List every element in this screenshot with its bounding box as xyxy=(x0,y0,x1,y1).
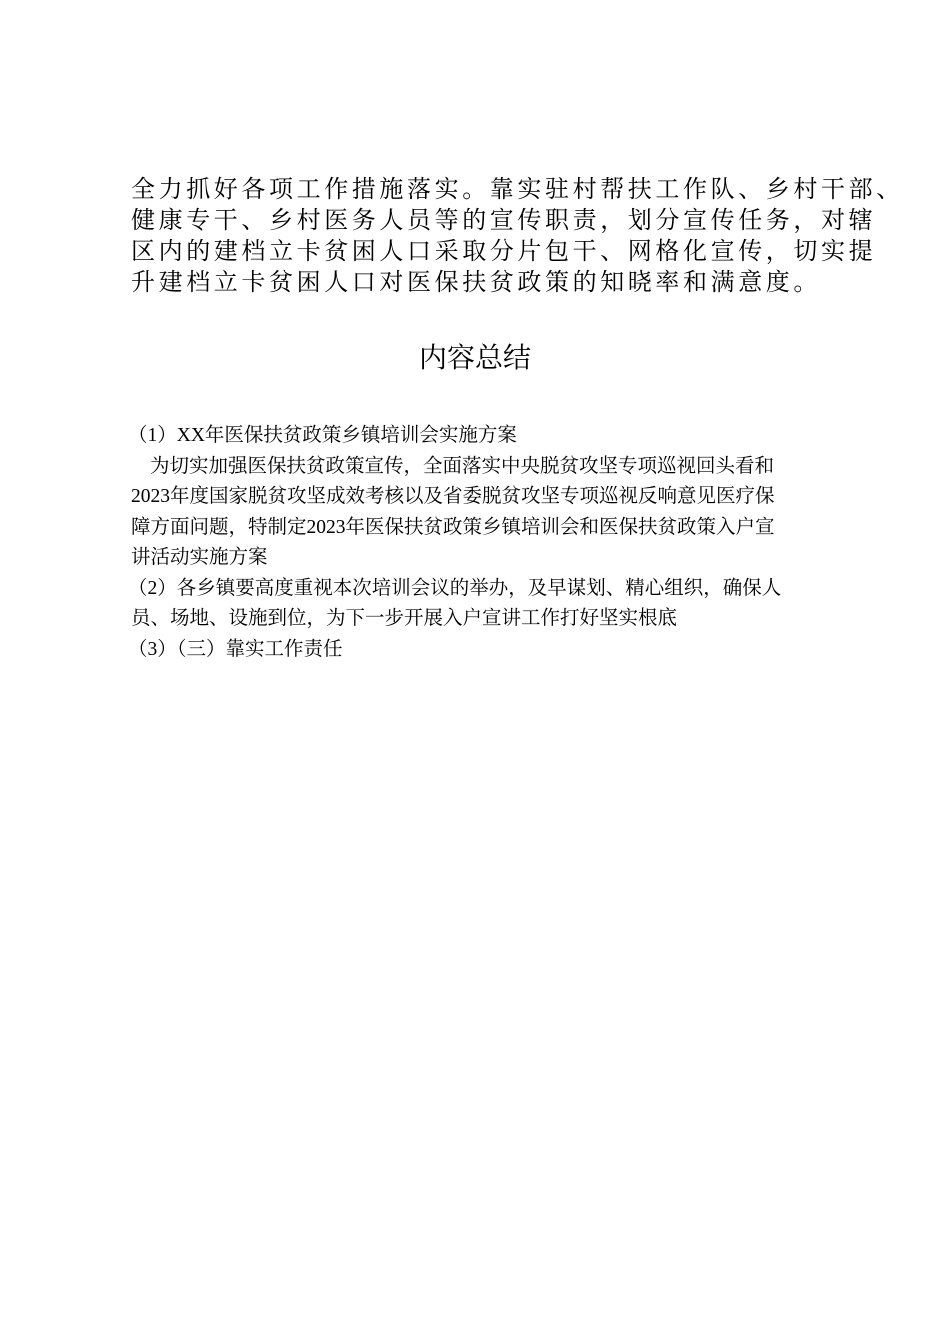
summary-text-line: 讲活动实施方案 xyxy=(131,547,268,568)
intro-line: 升建档立卡贫困人口对医保扶贫政策的知晓率和满意度。 xyxy=(131,268,821,296)
summary-item-3: （3）（三）靠实工作责任 xyxy=(128,638,343,660)
summary-text-line: 障方面问题，特制定2023年医保扶贫政策乡镇培训会和医保扶贫政策入户宣 xyxy=(131,516,775,538)
intro-paragraph xyxy=(131,174,904,298)
summary-text-line: 员、场地、设施到位，为下一步开展入户宣讲工作打好坚实根底 xyxy=(131,608,678,629)
intro-line: 健康专干、乡村医务人员等的宣传职责，划分宣传任务，对辖 xyxy=(131,206,877,234)
intro-line: 全力抓好各项工作措施落实。靠实驻村帮扶工作队、乡村干部、 xyxy=(131,175,904,203)
summary-heading: 内容总结 xyxy=(418,341,531,374)
summary-item-2: （2）各乡镇要高度重视本次培训会议的举办，及早谋划、精心组织，确保人 xyxy=(128,577,782,599)
summary-list xyxy=(128,421,831,665)
summary-text-line: 为切实加强医保扶贫政策宣传，全面落实中央脱贫攻坚专项巡视回头看和 xyxy=(150,455,775,477)
intro-line: 区内的建档立卡贫困人口采取分片包干、网格化宣传，切实提 xyxy=(131,237,877,265)
summary-text-line: 2023年度国家脱贫攻坚成效考核以及省委脱贫攻坚专项巡视反响意见医疗保 xyxy=(131,486,775,507)
summary-item-1: （1）XX年医保扶贫政策乡镇培训会实施方案 xyxy=(128,425,517,446)
